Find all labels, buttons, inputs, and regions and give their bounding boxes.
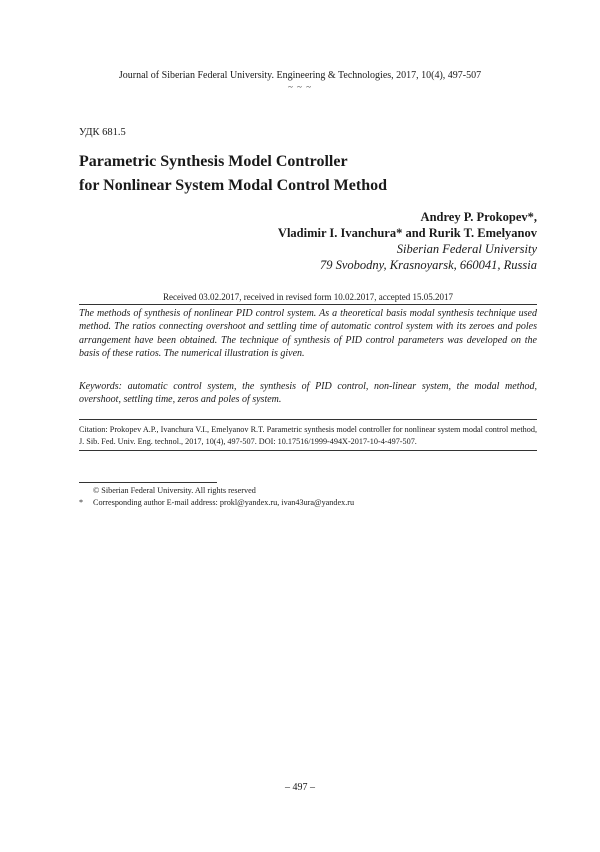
copyright-text: © Siberian Federal University. All rights reserved bbox=[93, 486, 256, 495]
page-number: – 497 – bbox=[285, 782, 315, 793]
journal-header: Journal of Siberian Federal University. Engineering & Technologies, 2017, 10(4), 497-507 bbox=[118, 70, 482, 81]
keywords: Keywords: automatic control system, the synthesis of PID control, non-linear system, the modal method, overshoot, settling time, zeros and poles of system. bbox=[79, 381, 537, 406]
rule-citation-bottom bbox=[79, 450, 537, 451]
footnote-copyright bbox=[79, 485, 354, 497]
footnote-mark: * bbox=[79, 497, 84, 507]
citation: Citation: Prokopev A.P., Ivanchura V.I., Emelyanov R.T. Parametric synthesis model controller for nonlinear system modal control method, J. Sib. Fed. Univ. Eng. technol., 2017, 10(4), 497-507. DOI: 10.17516/1999-494X-2017-10-4-497-507. bbox=[79, 425, 537, 446]
footnote-corresponding bbox=[79, 497, 354, 509]
footnote-rule bbox=[79, 482, 217, 483]
header-ornament: ~ ~ ~ bbox=[287, 82, 313, 92]
rule-top bbox=[79, 304, 537, 305]
author-block bbox=[278, 209, 537, 273]
abstract: The methods of synthesis of nonlinear PID control system. As a theoretical basis modal synthesis technique used method. The ratios connecting overshoot and settling time of automatic control system with its zeroes and poles arrangement have been obtained. The technique of synthesis of PID control parameters was developed on the basis of these ratios. The numerical illustration is given. bbox=[79, 308, 537, 360]
address: 79 Svobodny, Krasnoyarsk, 660041, Russia bbox=[319, 258, 537, 272]
footnotes bbox=[79, 485, 354, 508]
rule-citation-top bbox=[79, 419, 537, 420]
title-line-2: for Nonlinear System Modal Control Method bbox=[79, 177, 387, 194]
udk-code: УДК 681.5 bbox=[79, 127, 126, 138]
article-title bbox=[79, 150, 539, 198]
title-line-1: Parametric Synthesis Model Controller bbox=[79, 153, 348, 170]
authors-line-1: Andrey P. Prokopev*, bbox=[420, 210, 537, 224]
received-dates: Received 03.02.2017, received in revised form 10.02.2017, accepted 15.05.2017 bbox=[163, 292, 453, 302]
authors-line-2: Vladimir I. Ivanchura* and Rurik T. Emelyanov bbox=[277, 226, 537, 240]
corresponding-text: Corresponding author E-mail address: prokl@yandex.ru, ivan43ura@yandex.ru bbox=[93, 497, 355, 507]
affiliation: Siberian Federal University bbox=[396, 242, 537, 256]
